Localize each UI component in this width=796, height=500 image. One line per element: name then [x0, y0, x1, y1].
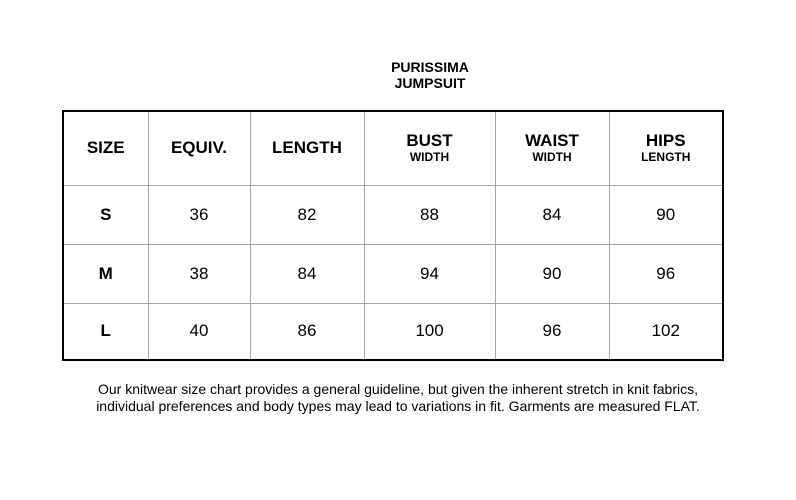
bust-cell: 94	[364, 244, 495, 303]
header-equiv	[148, 111, 250, 185]
header-sublabel: WIDTH	[409, 149, 450, 164]
table-row	[63, 244, 723, 303]
size-guide-note	[60, 381, 736, 415]
equiv-cell: 38	[148, 244, 250, 303]
header-label: SIZE	[86, 138, 125, 158]
hips-cell: 90	[609, 185, 723, 244]
header-label: BUST	[406, 130, 453, 150]
header-hips	[609, 111, 723, 185]
waist-cell: 90	[495, 244, 609, 303]
hips-cell: 102	[609, 303, 723, 360]
size-cell: S	[63, 185, 148, 244]
table-row	[63, 303, 723, 360]
bust-cell: 100	[364, 303, 495, 360]
equiv-cell: 36	[148, 185, 250, 244]
waist-cell: 96	[495, 303, 609, 360]
length-cell: 84	[250, 244, 364, 303]
bust-cell: 88	[364, 185, 495, 244]
title-line-2: JUMPSUIT	[394, 75, 466, 91]
note-line-1: Our knitwear size chart provides a general guideline, but given the inherent stretch in knit fabrics,	[98, 381, 698, 397]
size-cell: L	[63, 303, 148, 360]
size-cell: M	[63, 244, 148, 303]
header-label: WAIST	[525, 130, 579, 150]
title-line-1: PURISSIMA	[391, 59, 469, 75]
table-header-row	[63, 111, 723, 185]
header-sublabel: LENGTH	[641, 149, 691, 164]
size-chart-table	[62, 110, 724, 361]
header-bust	[364, 111, 495, 185]
table-row	[63, 185, 723, 244]
header-length	[250, 111, 364, 185]
hips-cell: 96	[609, 244, 723, 303]
header-waist	[495, 111, 609, 185]
header-label: HIPS	[645, 130, 686, 150]
header-label: EQUIV.	[170, 138, 228, 158]
waist-cell: 84	[495, 185, 609, 244]
note-line-2: individual preferences and body types may lead to variations in fit. Garments are measured FLAT.	[96, 398, 700, 414]
length-cell: 86	[250, 303, 364, 360]
header-size	[63, 111, 148, 185]
chart-title	[330, 59, 530, 91]
length-cell: 82	[250, 185, 364, 244]
equiv-cell: 40	[148, 303, 250, 360]
header-sublabel: WIDTH	[532, 149, 572, 164]
header-label: LENGTH	[272, 138, 342, 158]
